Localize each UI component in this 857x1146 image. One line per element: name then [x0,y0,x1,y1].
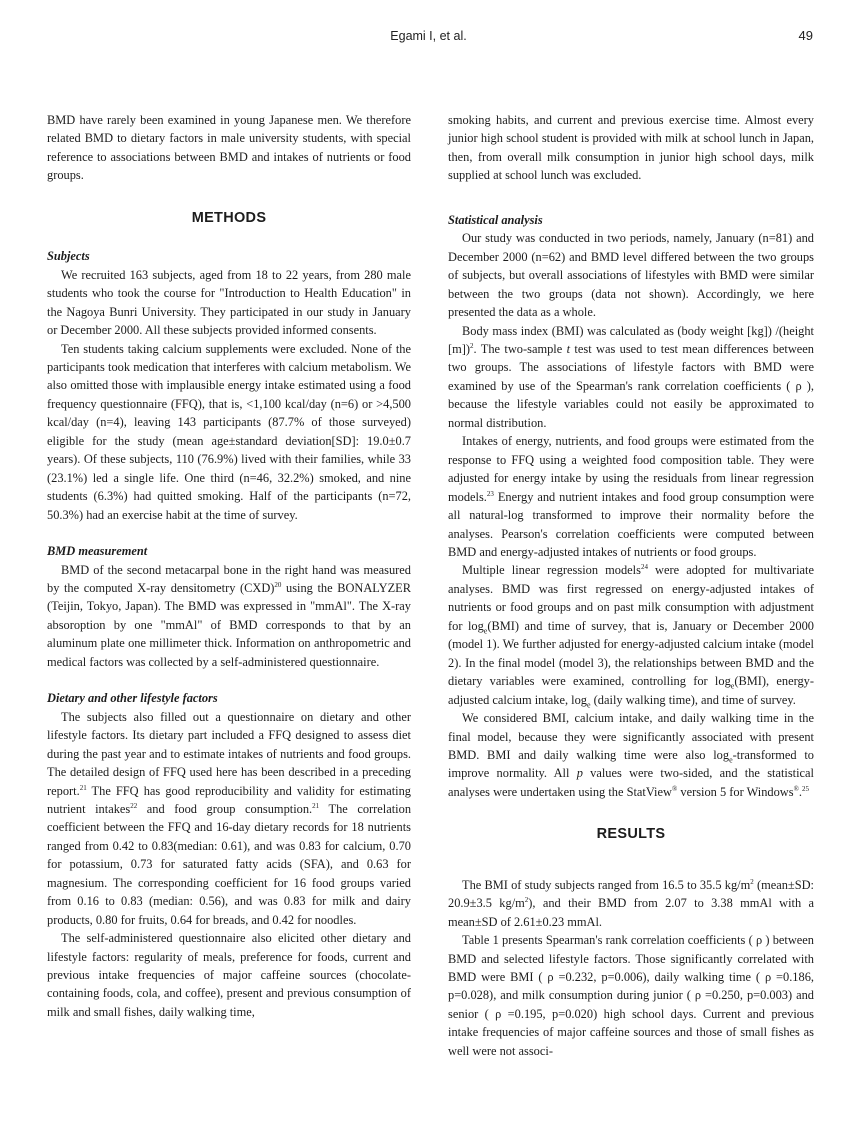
right-column [448,111,814,1060]
page-number: 49 [798,28,813,43]
subjects-heading: Subjects [47,249,90,264]
citation-ref: 22 [130,801,138,810]
citation-ref: 24 [640,563,648,572]
bmd-measurement-paragraph: BMD of the second metacarpal bone in the right hand was measured by the computed X-ray densitometry (CXD)$^{20}$ using the BONALYZER (Teijin, Tokyo, Japan). The BMD was expressed in "mmAl". The X-ray absoroption by one "mmAl" of BMD corresponds to that by an aluminum plate one millimeter thick. Information on anthropometric and medical factors was collected by a self-administered questionnaire. [47,562,411,669]
subjects-paragraph-1: We recruited 163 subjects, aged from 18 to 22 years, from 280 male students who took the course for "Introduction to Health Education" in the Nagoya Bunri University. They participated in our study in January or December 2000. All these subjects provided informed consents. [47,267,411,338]
results-heading: RESULTS [596,826,666,843]
citation-ref: 25 [802,784,810,793]
statistical-paragraph-2: Body mass index (BMI) was calculated as (body weight [kg]) /(height [m])$^2$. The two-sample t test was used to test mean differences between two groups. The associations of lifestyle factors with BMD were examined by use of the Spearman's rank correlation coefficients ( ρ ), because the lifestyle variables could not easily be approximated to normal distribution. [448,323,815,430]
dietary-factors-paragraph-2: The self-administered questionnaire also elicited other dietary and lifestyle factors: regularity of meals, preference for foods, current and previous intake frequencies of major caffeine sources (chocolate-containing foods, cola, and coffee), present and previous consumption of milk and small fishes, daily walking time, [47,931,411,1019]
dietary-factors-paragraph-1: The subjects also filled out a questionnaire on dietary and other lifestyle factors. Its dietary part included a FFQ designed to assess diet during the past year and to estimate intakes of nutrients and food groups. The detailed design of FFQ used here has been described in a preceding report.$^{21}$ The FFQ has good reproducibility and validity for estimating nutrient intakes$^{22}$ and food group consumption.$^{21}$ The correlation coefficient between the FFQ and 16-day dietary records for 18 nutrients ranged from 0.42 to 0.83(median: 0.61), and was 0.83 for calcium, 0.70 for potassium, 0.73 for saturated fatty acids (SFA), and 0.63 for magnesium. The corresponding coefficient for 16 food groups varied from 0.16 to 0.83 (median: 0.56), and was 0.83 for milk and dairy products, 0.80 for fruits, 0.64 for breads, and 0.42 for noodles. [47,709,412,927]
results-paragraph-2: Table 1 presents Spearman's rank correlation coefficients ( ρ ) between BMD and selected lifestyle factors. Those significantly correlated with BMD were BMI ( ρ =0.232, p=0.006), daily walking time ( ρ =0.186, p=0.028), and milk consumption during junior ( ρ =0.250, p=0.003) and senior ( ρ =0.195, p=0.020) high school days. Current and previous intake frequencies of major caffeine sources and those of small fishes as well were not associ- [448,933,814,1058]
citation-ref: 20 [274,580,282,589]
statistical-paragraph-1: Our study was conducted in two periods, namely, January (n=81) and December 2000 (n=62) and BMD level differed between the two groups of subjects, but overall associations of lifestyles with BMD were similar between the two groups (data not shown). Accordingly, we here presented the data as a whole. [448,231,814,320]
intro-paragraph: BMD have rarely been examined in young Japanese men. We therefore related BMD to dietary factors in male university students, with special reference to associations between BMD and intakes of nutrients or food groups. [47,113,411,183]
citation-ref: 21 [312,801,320,810]
methods-heading: METHODS [191,209,267,226]
running-header: Egami I, et al. [390,29,467,43]
continuation-paragraph: smoking habits, and current and previous exercise time. Almost every junior high school student is provided with milk at school lunch in Japan, then, from overall milk consumption in junior high school days, milk supplied at school lunch was excluded. [448,113,814,183]
statistical-paragraph-4: Multiple linear regression models$^{24}$ were adopted for multivariate analyses. BMD was first regressed on energy-adjusted intakes of nutrients or food groups and on past milk consumption with adjustment for $\log_e(BMI)$ and time of survey, that is, January or December 2000 (model 1). We further adjusted for energy-adjusted calcium intake (model 2). In the final model (model 3), the relationships between BMD and the dietary variables were examined, controlling for $\log_e(BMI)$, energy-adjusted calcium intake, $\log_e$ (daily walking time), and time of survey. [448,563,814,710]
statistical-paragraph-5: We considered BMI, calcium intake, and daily walking time in the final model, because they were significantly associated with present BMD. BMI and daily walking time were also $\log_e$-transformed to improve normality. All p values were two-sided, and the statistical analyses were undertaken using the StatView® version 5 for Windows®.$^{25}$ [448,711,814,799]
dietary-factors-heading: Dietary and other lifestyle factors [47,691,218,706]
statistical-analysis-heading: Statistical analysis [448,212,543,227]
bmd-measurement-heading: BMD measurement [47,544,148,559]
results-paragraph-1: The BMI of study subjects ranged from 16.5 to 35.5 $kg/m^2$ (mean±SD: 20.9±3.5 $kg/m^2$), and their BMD from 2.07 to 3.38 mmAl with a mean±SD of 2.61±0.23 mmAl. [448,877,814,929]
statistical-paragraph-3: Intakes of energy, nutrients, and food groups were estimated from the response to FFQ using a weighted food composition table. They were adjusted for energy intake by using the residuals from linear regression models.$^{23}$ Energy and nutrient intakes and food group consumption were all natural-log transformed to improve their normality before the analyses. Pearson's correlation coefficients were computed between BMD and energy-adjusted intakes of nutrients or food groups. [448,434,814,559]
subjects-paragraph-2: Ten students taking calcium supplements were excluded. None of the participants took medication that interferes with calcium metabolism. We also omitted those with implausible energy intake estimated using a food frequency questionnaire (FFQ), that is, <1,100 kcal/day (n=6) or >4,500 kcal/day (n=4), leaving 143 participants (87.7% of those surveyed) eligible for the study (mean age±standard deviation[SD]: 19.0±0.7 years). Of these subjects, 110 (76.9%) lived with their families, while 33 (23.1%) led a single life. One third (n=46, 32.2%) smoked, and nine students (6.3%) had quitted smoking. Half of the participants (n=72, 50.3%) had an exercise habit at the time of survey. [47,341,411,522]
left-column [47,111,411,1021]
citation-ref: 23 [486,489,494,498]
citation-ref: 21 [79,783,87,792]
